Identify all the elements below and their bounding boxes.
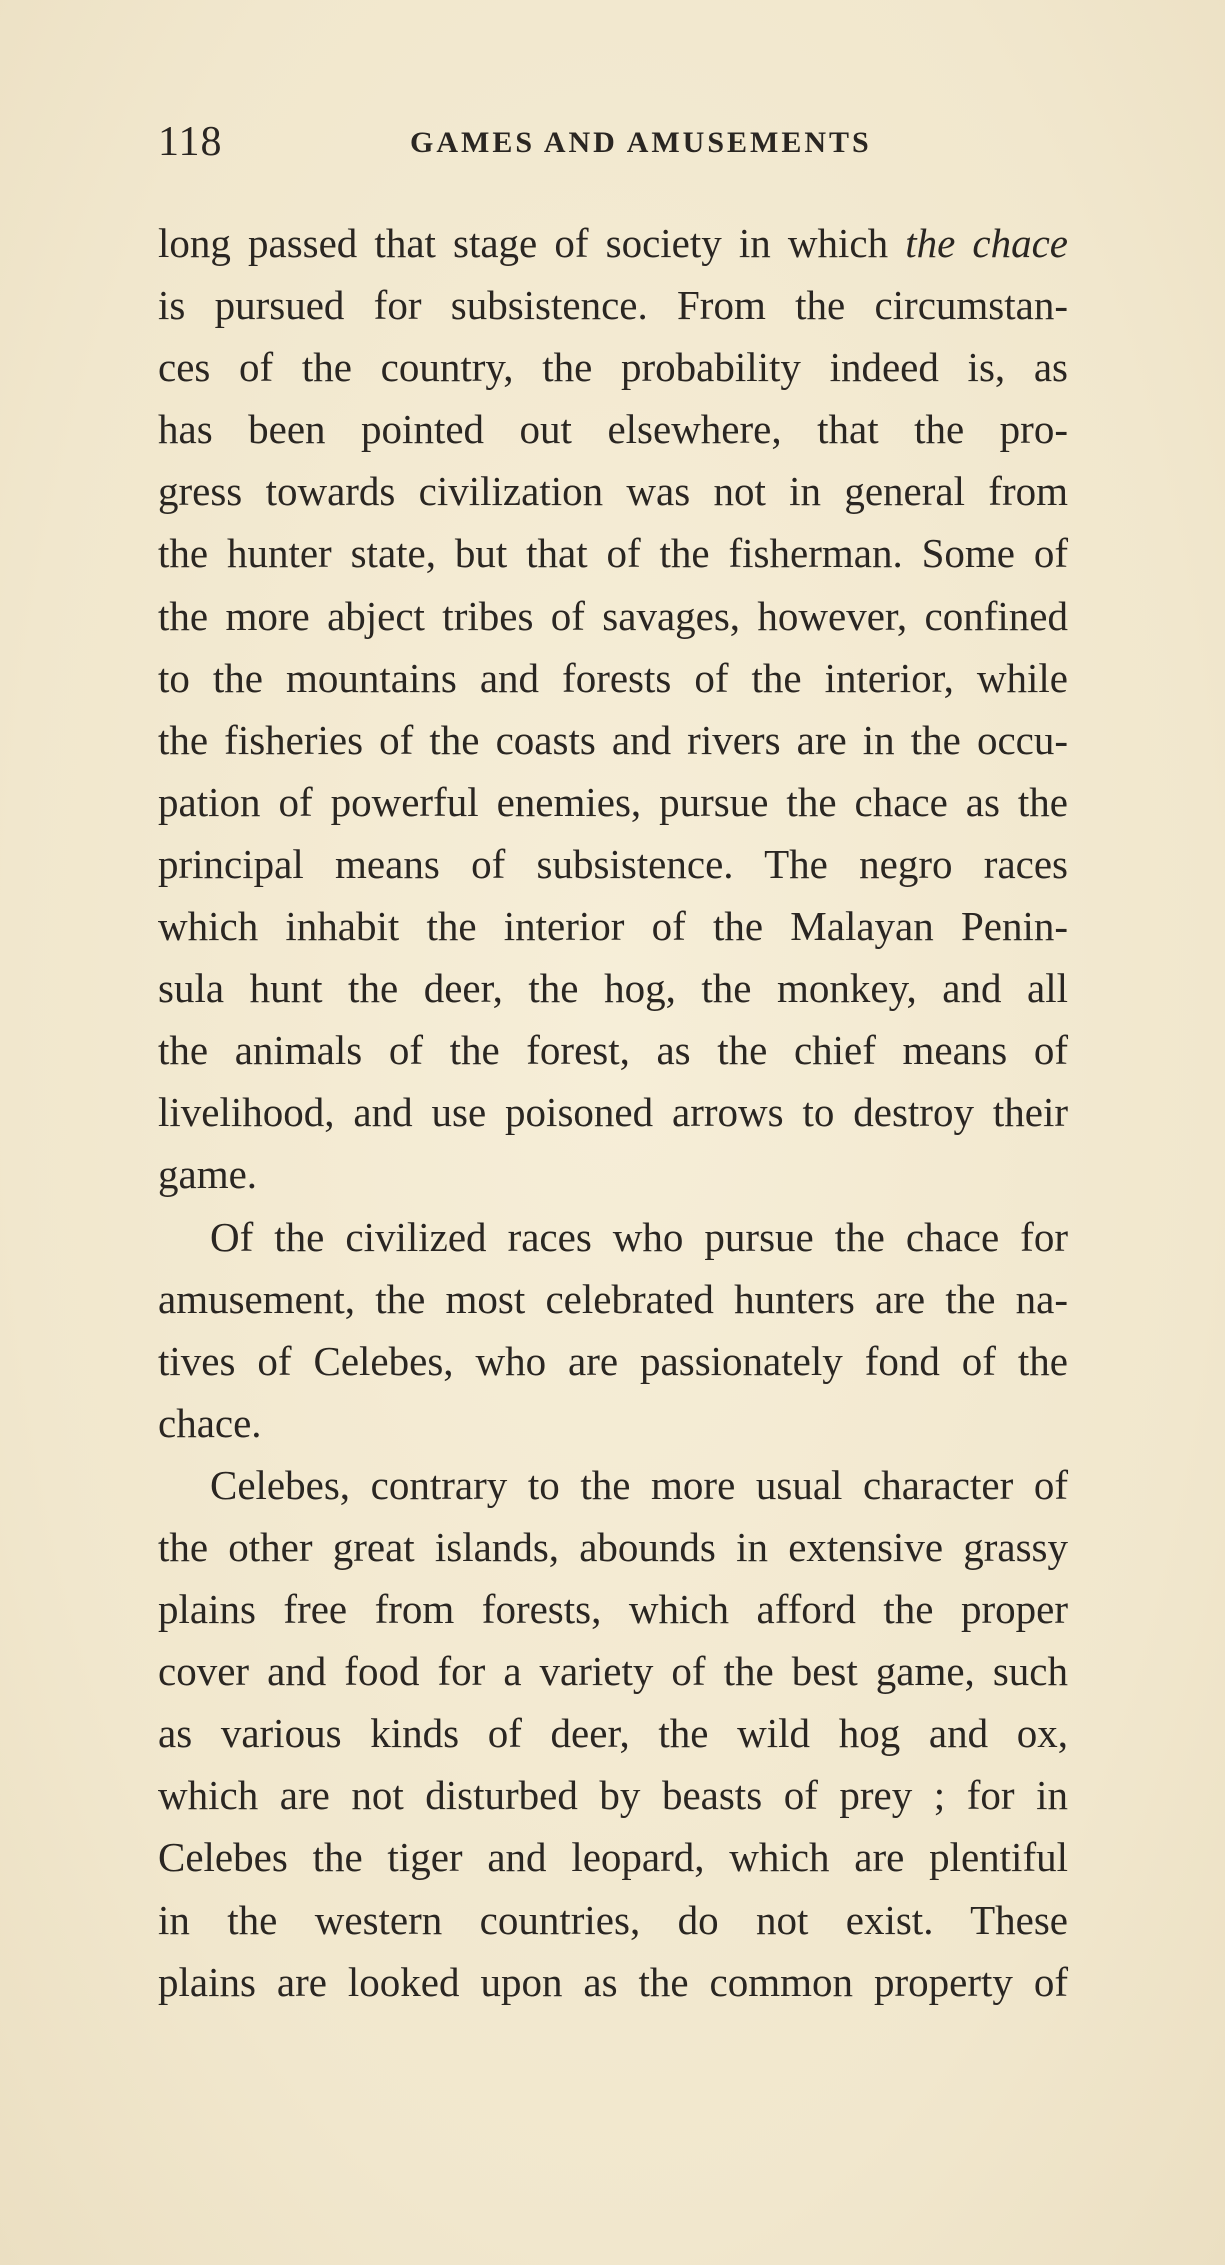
text-line-content: has been pointed out elsewhere, that the pro- — [158, 406, 1068, 453]
text-line-content: the animals of the forest, as the chief means of — [158, 1027, 1068, 1074]
text-line — [158, 585, 1068, 647]
text-line-content: the other great islands, abounds in extensive grassy — [158, 1523, 1068, 1570]
text-line — [158, 336, 1068, 398]
text-line-content: to the mountains and forests of the interior, while — [158, 654, 1068, 701]
text-line — [158, 1516, 1068, 1578]
body-text — [158, 212, 1068, 2013]
text-line-content: Celebes, contrary to the more usual character of — [210, 1461, 1068, 1508]
text-line — [158, 957, 1068, 1019]
text-line-content: chace. — [158, 1399, 262, 1446]
text-line-content: sula hunt the deer, the hog, the monkey, and all — [158, 965, 1068, 1012]
text-line — [158, 460, 1068, 522]
text-line — [158, 1702, 1068, 1764]
page-header — [158, 118, 1068, 168]
text-line — [158, 1330, 1068, 1392]
text-line — [158, 1640, 1068, 1702]
page-number: 118 — [158, 119, 223, 165]
text-line — [158, 1392, 1068, 1454]
text-line-content: livelihood, and use poisoned arrows to destroy their — [158, 1089, 1068, 1136]
text-line — [158, 1578, 1068, 1640]
text-line — [158, 647, 1068, 709]
text-line — [158, 1206, 1068, 1268]
text-line-content: long passed that stage of society in which — [158, 220, 906, 266]
text-line-content: principal means of subsistence. The negro races — [158, 840, 1068, 887]
text-line — [158, 1081, 1068, 1143]
text-line — [158, 212, 1068, 274]
text-line — [158, 398, 1068, 460]
text-line-content: Celebes the tiger and leopard, which are plentiful — [158, 1834, 1068, 1881]
text-line — [158, 274, 1068, 336]
text-line — [158, 1764, 1068, 1826]
text-line-content: which are not disturbed by beasts of prey ; for in — [158, 1772, 1068, 1819]
text-line-content: cover and food for a variety of the best game, such — [158, 1648, 1068, 1695]
text-line-content: Of the civilized races who pursue the chace for — [210, 1213, 1068, 1260]
running-head: GAMES AND AMUSEMENTS — [410, 126, 872, 159]
text-line — [158, 1454, 1068, 1516]
text-line — [158, 771, 1068, 833]
text-line-content: gress towards civilization was not in general from — [158, 468, 1068, 515]
text-line-content: the hunter state, but that of the fisherman. Some of — [158, 530, 1068, 577]
text-line — [158, 1951, 1068, 2013]
text-line-content: pation of powerful enemies, pursue the chace as the — [158, 778, 1068, 825]
text-line-content: tives of Celebes, who are passionately fond of the — [158, 1337, 1068, 1384]
text-line-content: the fisheries of the coasts and rivers are in the occu- — [158, 716, 1068, 763]
text-line-content: is pursued for subsistence. From the circumstan- — [158, 282, 1068, 329]
text-line — [158, 1268, 1068, 1330]
text-line — [158, 522, 1068, 584]
text-line-content: which inhabit the interior of the Malayan Penin- — [158, 903, 1068, 950]
text-line — [158, 709, 1068, 771]
text-line-content: ces of the country, the probability indeed is, as — [158, 344, 1068, 391]
text-line-content: in the western countries, do not exist. These — [158, 1896, 1068, 1943]
text-line-content: plains free from forests, which afford the proper — [158, 1586, 1068, 1633]
italic-phrase: the chace — [905, 220, 1068, 266]
text-line-content: amusement, the most celebrated hunters are the na- — [158, 1275, 1068, 1322]
text-line — [158, 895, 1068, 957]
text-line — [158, 1826, 1068, 1888]
text-line-content: plains are looked upon as the common property of — [158, 1958, 1068, 2005]
text-line — [158, 833, 1068, 895]
text-line — [158, 1019, 1068, 1081]
text-line-content: as various kinds of deer, the wild hog and ox, — [158, 1710, 1068, 1757]
text-line — [158, 1143, 1068, 1205]
text-line-content: game. — [158, 1151, 258, 1198]
text-line-content: the more abject tribes of savages, however, confined — [158, 592, 1068, 639]
text-line — [158, 1889, 1068, 1951]
